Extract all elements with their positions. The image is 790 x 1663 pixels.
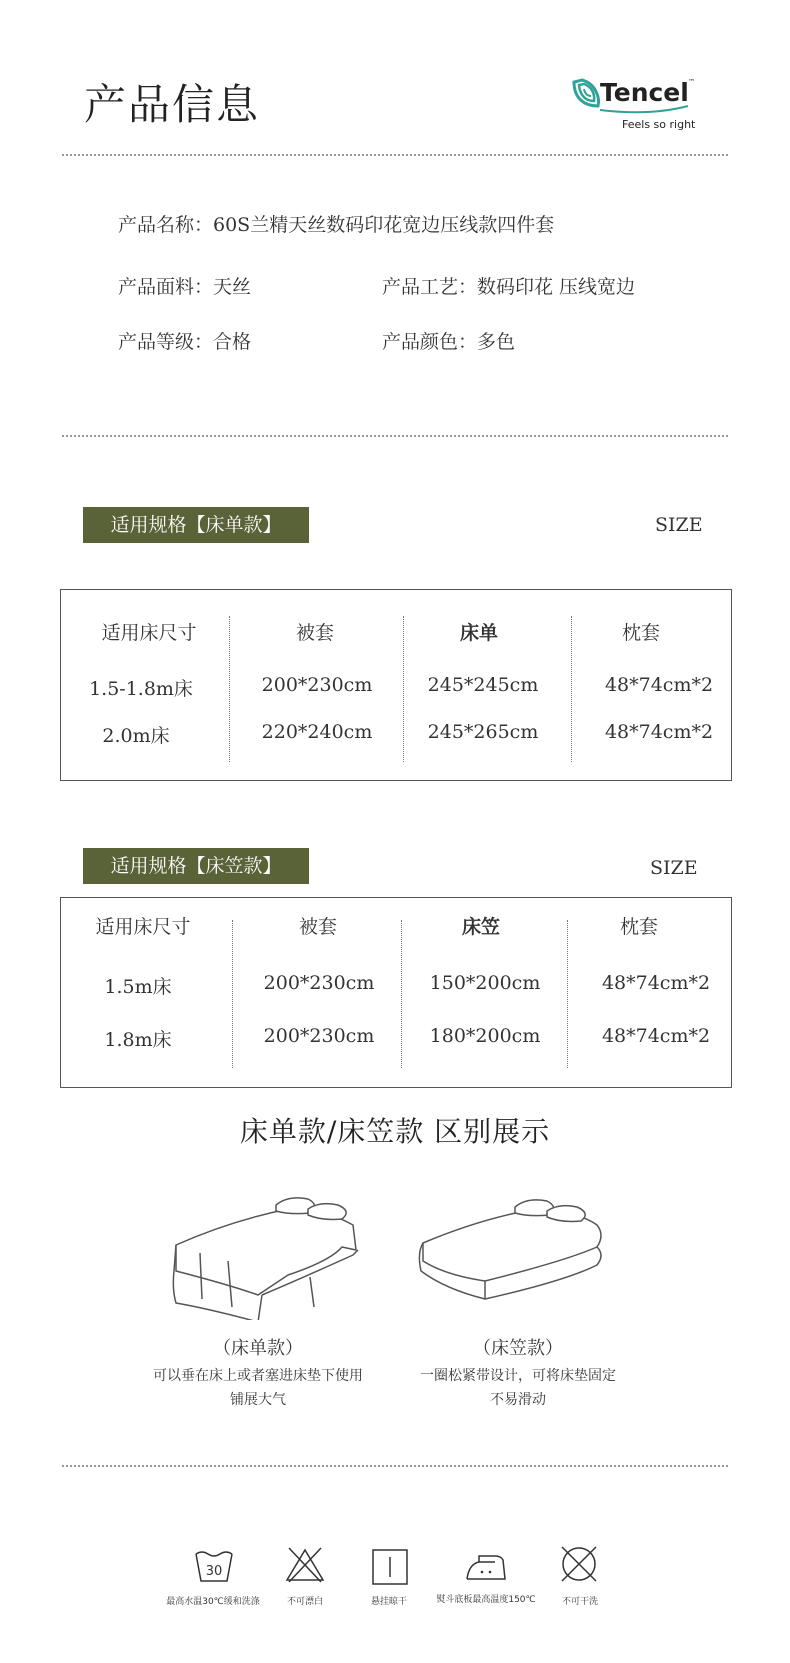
product-name: 产品名称：60S兰精天丝数码印花宽边压线款四件套	[118, 214, 555, 236]
brand-tagline: Feels so right	[622, 118, 696, 131]
fitted-sheet-label: （床笠款）	[473, 1338, 563, 1359]
table-header: 枕套	[621, 622, 661, 644]
care-label: 最高水温30℃缓和洗涤	[166, 1597, 260, 1607]
fitted-sheet-desc: 一圈松紧带设计，可将床垫固定	[420, 1368, 616, 1384]
care-label: 不可漂白	[286, 1597, 324, 1607]
table-cell: 150*200cm	[429, 972, 541, 994]
care-label: 不可干洗	[561, 1597, 599, 1607]
divider	[62, 1465, 728, 1467]
table-header: 适用床尺寸	[95, 916, 191, 938]
brand-name: Tencel	[600, 78, 689, 107]
column-separator	[567, 920, 568, 1068]
table-cell: 1.8m床	[104, 1029, 172, 1051]
compare-title: 床单款/床笠款 区别展示	[239, 1115, 551, 1148]
no-dry-clean-icon	[559, 1544, 599, 1584]
table-cell: 1.5m床	[104, 976, 172, 998]
table-header: 适用床尺寸	[101, 622, 197, 644]
wash-temp-text: 30	[205, 1564, 223, 1579]
table-cell: 200*230cm	[261, 674, 373, 696]
table-cell: 48*74cm*2	[604, 674, 714, 696]
column-separator	[571, 616, 572, 762]
table-header: 床笠	[461, 916, 501, 938]
divider	[62, 435, 728, 437]
product-color: 产品颜色：多色	[382, 331, 516, 353]
no-bleach-icon	[285, 1546, 325, 1584]
table-cell: 48*74cm*2	[601, 1025, 711, 1047]
table-header: 枕套	[619, 916, 659, 938]
product-grade: 产品等级：合格	[118, 331, 252, 353]
brand-logo	[570, 76, 700, 136]
table-cell: 48*74cm*2	[601, 972, 711, 994]
flat-sheet-desc: 铺展大气	[230, 1392, 286, 1408]
size-label: SIZE	[655, 514, 703, 536]
fitted-sheet-bed-illustration	[415, 1195, 615, 1305]
table-cell: 200*230cm	[263, 972, 375, 994]
column-separator	[232, 920, 233, 1068]
table-cell: 48*74cm*2	[604, 721, 714, 743]
spec-flat-table	[60, 589, 732, 781]
divider	[62, 154, 728, 156]
fitted-sheet-desc: 不易滑动	[490, 1392, 546, 1408]
spec-fitted-table	[60, 897, 732, 1088]
table-header: 被套	[295, 622, 335, 644]
table-cell: 245*265cm	[427, 721, 539, 743]
care-label: 熨斗底板最高温度150℃	[436, 1595, 536, 1605]
size-label: SIZE	[650, 857, 698, 879]
table-cell: 1.5-1.8m床	[89, 678, 193, 700]
table-header: 床单	[459, 622, 499, 644]
hang-dry-icon	[371, 1548, 409, 1586]
flat-sheet-label: （床单款）	[213, 1338, 303, 1359]
column-separator	[403, 616, 404, 762]
iron-icon	[465, 1552, 507, 1582]
wash-30-icon	[194, 1548, 234, 1584]
column-separator	[229, 616, 230, 762]
page-title: 产品信息	[84, 80, 261, 129]
table-cell: 200*230cm	[263, 1025, 375, 1047]
table-cell: 220*240cm	[261, 721, 373, 743]
table-cell: 245*245cm	[427, 674, 539, 696]
brand-tm: ™	[688, 78, 695, 86]
table-header: 被套	[298, 916, 338, 938]
flat-sheet-bed-illustration	[170, 1195, 370, 1320]
spec-flat-badge: 适用规格【床单款】	[83, 507, 309, 543]
flat-sheet-desc: 可以垂在床上或者塞进床垫下使用	[153, 1368, 363, 1384]
column-separator	[401, 920, 402, 1068]
table-cell: 180*200cm	[429, 1025, 541, 1047]
care-label: 悬挂晾干	[370, 1597, 408, 1607]
product-fabric: 产品面料：天丝	[118, 276, 252, 298]
table-cell: 2.0m床	[102, 725, 170, 747]
spec-fitted-badge: 适用规格【床笠款】	[83, 848, 309, 884]
product-craft: 产品工艺：数码印花 压线宽边	[382, 276, 636, 298]
